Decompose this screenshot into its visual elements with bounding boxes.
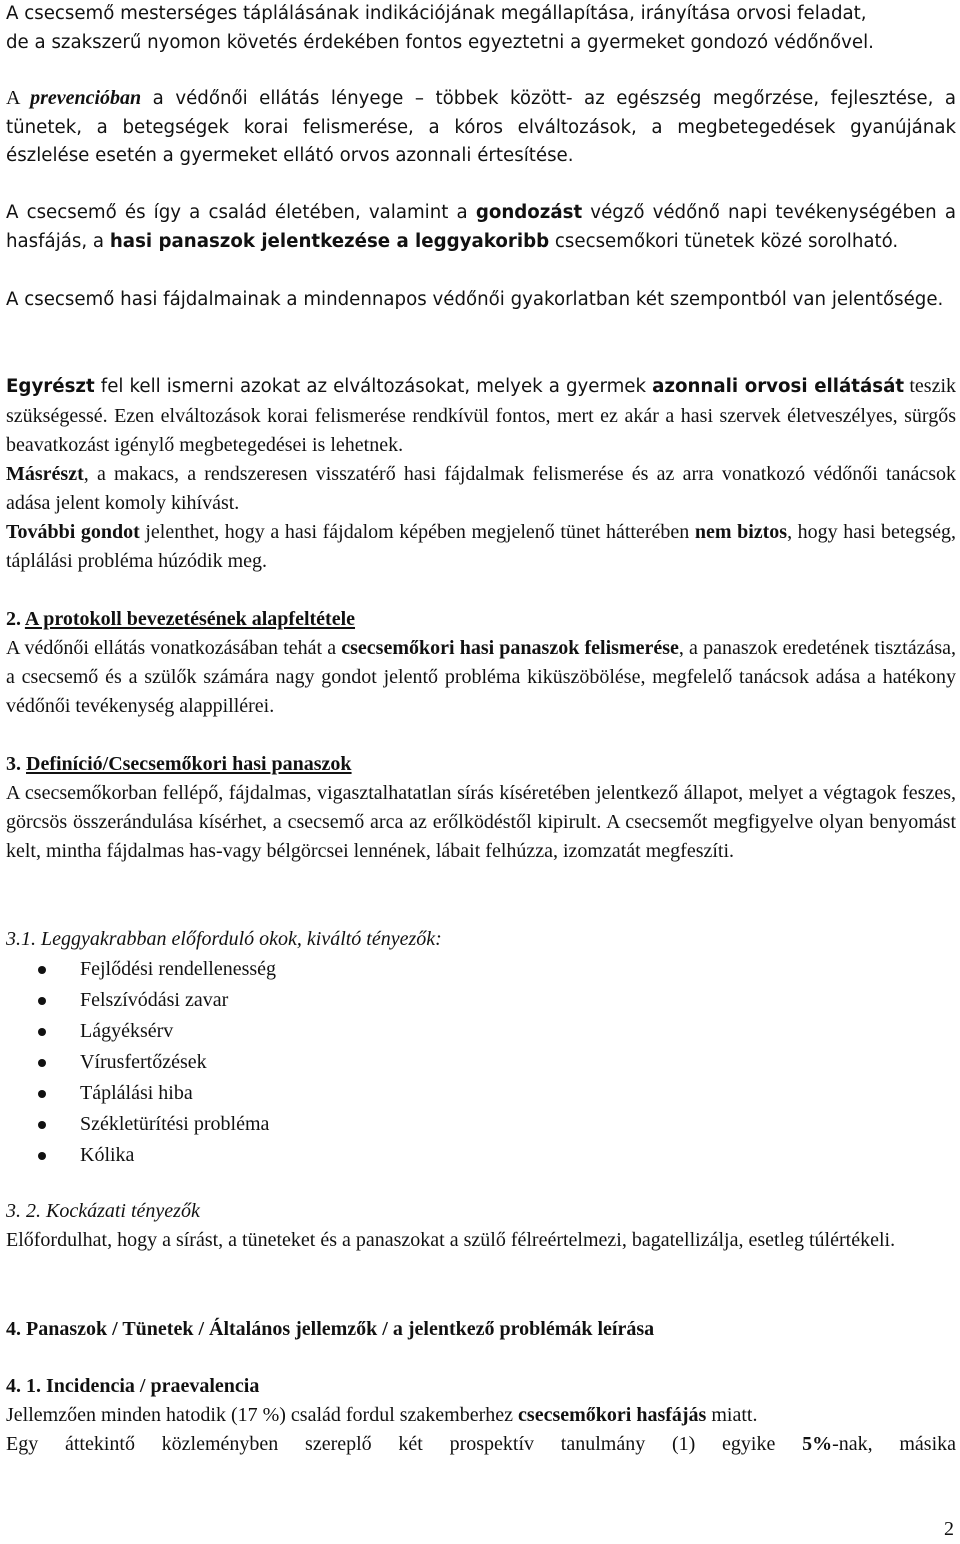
section-4-1-bold-a: csecsemőkori hasfájás <box>518 1404 707 1426</box>
prevention-text-b: a védőnői ellátás lényege – többek között- az egészség megőrzése, fejlesztése, a tünetek, a betegségek korai felismerése, a kóros elváltozások, a megbetegedések gyanújának észlelése esetén a gyermeket ellátó orvos azonnali értesítése. <box>6 88 956 167</box>
section-3-2-heading <box>6 1197 956 1226</box>
prevention-text-a: A <box>6 87 31 109</box>
care-paragraph <box>6 199 956 256</box>
section-3-2-body: Előfordulhat, hogy a sírást, a tüneteket és a panaszokat a szülő félreértelmezi, bagatellizálja, esetleg túlértékeli. <box>6 1229 896 1251</box>
list-item: Táplálási hiba <box>6 1078 276 1109</box>
list-item: Székletürítési probléma <box>6 1109 276 1140</box>
section-2-bold: csecsemőkori hasi panaszok felismerése <box>341 637 679 659</box>
section-3-1-heading <box>6 925 956 954</box>
care-bold-b: hasi panaszok jelentkezése a leggyakoribb <box>109 230 550 252</box>
section-4-1-line-2 <box>6 1430 956 1459</box>
list-item: Vírusfertőzések <box>6 1047 276 1078</box>
section-4-1-bold-b: 5% <box>802 1433 833 1455</box>
secondly-bold: Másrészt <box>6 463 84 485</box>
section-3-number: 3. <box>6 753 26 775</box>
intro-line-1: A csecsemő mesterséges táplálásának indikációjának megállapítása, irányítása orvosi feladat, <box>6 3 867 24</box>
significance-text: A csecsemő hasi fájdalmainak a mindennapos védőnői gyakorlatban két szempontból van jelentősége. <box>6 289 944 310</box>
section-4-1 <box>6 1372 956 1459</box>
list-item: Felszívódási zavar <box>6 985 276 1016</box>
intro-paragraph <box>6 0 956 57</box>
section-4-title: 4. Panaszok / Tünetek / Általános jellemzők / a jelentkező problémák leírása <box>6 1318 655 1340</box>
section-4-1-line-1 <box>6 1401 956 1430</box>
significance-paragraph <box>6 286 956 315</box>
section-4-1-text-b: miatt. <box>706 1404 758 1426</box>
causes-list <box>6 954 276 1171</box>
section-4-1-text-d: -nak, másika <box>832 1433 957 1455</box>
twofold-paragraph <box>6 372 956 461</box>
further-text-1: jelenthet, hogy a hasi fájdalom képében megjelenő tünet hátterében <box>139 521 695 543</box>
section-4-1-heading <box>6 1372 956 1401</box>
section-3-title: Definíció/Csecsemőkori hasi panaszok <box>26 753 352 775</box>
section-3-body: A csecsemőkorban fellépő, fájdalmas, vigasztalhatatlan sírás kíséretében jelentkező állapot, melyet a végtagok feszes, görcsös összerándulása kísérhet, a csecsemő arca az erőlködéstől kipirult. A csecsemőt megfigyelve olyan benyomást kelt, mintha fájdalmas has-vagy bélgörcsei lennének, lábait felhúzza, izomzatát megfeszíti. <box>6 782 956 862</box>
care-text-a: A csecsemő és így a család életében, valamint a <box>6 202 476 223</box>
twofold-bold-2: azonnali orvosi ellátását <box>652 376 905 397</box>
section-3-2 <box>6 1197 956 1255</box>
further-bold-1: További gondot <box>6 521 140 543</box>
section-2-text-a: A védőnői ellátás vonatkozásában tehát a <box>6 637 342 659</box>
section-3 <box>6 750 956 866</box>
section-2-text-b: , a panaszok eredetének tisztázása, a csecsemő és a szülők számára nagy gondot jelentő probléma kiküszöbölése, megfelelő tanácsok adása a hatékony védőnői tevékenység alappillérei. <box>6 637 957 717</box>
section-2-title: A protokoll bevezetésének alapfeltétele <box>24 608 356 630</box>
section-2 <box>6 605 956 721</box>
intro-line-2: de a szakszerű nyomon követés érdekében fontos egyeztetni a gyermeket gondozó védőnővel. <box>6 31 874 53</box>
prevention-bold: prevencióban <box>30 87 142 109</box>
section-3-1-title: 3.1. Leggyakrabban előforduló okok, kiváltó tényezők: <box>6 928 442 950</box>
list-item: Fejlődési rendellenesség <box>6 954 276 985</box>
twofold-bold-1: Egyrészt <box>6 376 95 397</box>
secondly-paragraph <box>6 460 956 518</box>
section-2-body <box>6 634 956 721</box>
care-text-b: végző védőnő napi tevékenységében a hasfájás, a <box>6 202 956 252</box>
care-text-c: csecsemőkori tünetek közé sorolható. <box>549 230 899 252</box>
list-item: Kólika <box>6 1140 276 1171</box>
further-bold-2: nem biztos <box>694 521 788 543</box>
page-number: 2 <box>944 1518 954 1540</box>
care-bold-a: gondozást <box>475 202 583 223</box>
secondly-text: , a makacs, a rendszeresen visszatérő hasi fájdalmak felismerése és az arra vonatkozó védőnői tanácsok adása jelent komoly kihívást. <box>6 463 956 514</box>
further-text-2: , hogy hasi betegség, táplálási probléma húzódik meg. <box>6 521 956 572</box>
prevention-paragraph <box>6 84 956 171</box>
section-2-heading <box>6 605 956 634</box>
section-4-1-title: 4. 1. Incidencia / praevalencia <box>6 1375 260 1397</box>
section-4-1-text-a: Jellemzően minden hatodik (17 %) család fordul szakemberhez <box>6 1404 519 1426</box>
section-4-1-text-c: Egy áttekintő közleményben szereplő két prospektív tanulmány (1) egyike <box>6 1433 803 1455</box>
section-4-heading <box>6 1315 956 1344</box>
twofold-text-1: fel kell ismerni azokat az elváltozásokat, melyek a gyermek <box>94 376 653 397</box>
list-item: Lágyéksérv <box>6 1016 276 1047</box>
further-paragraph <box>6 518 956 576</box>
section-2-number: 2. <box>6 608 25 630</box>
twofold-text-2: teszik szükségessé. Ezen elváltozások korai felismerése rendkívül fontos, mert ez akár a hasi szervek életveszélyes, sürgős beavatkozást igénylő megbetegedései is lehetnek. <box>6 375 956 457</box>
section-3-2-title: 3. 2. Kockázati tényezők <box>6 1200 200 1222</box>
section-3-heading <box>6 750 956 779</box>
